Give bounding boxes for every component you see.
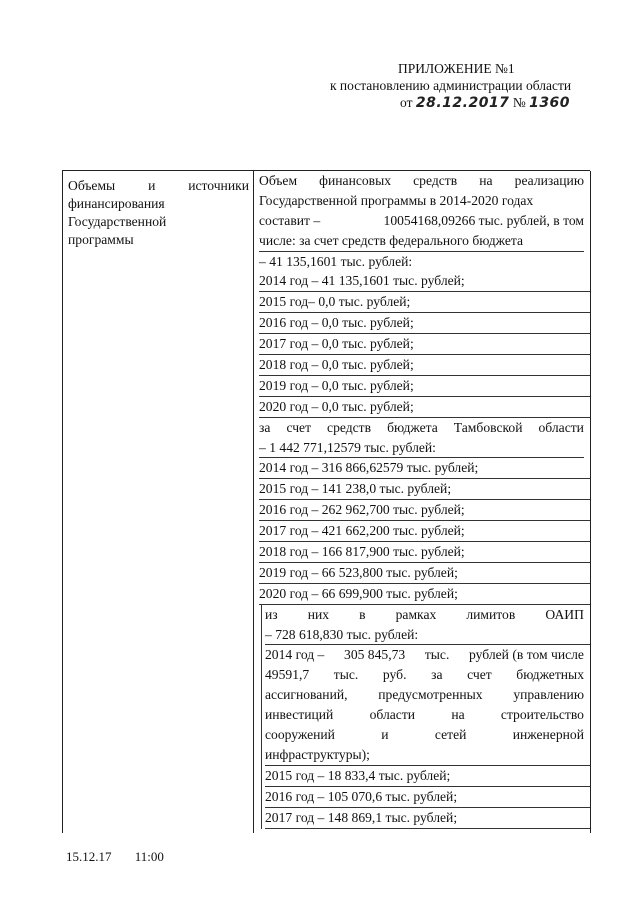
regional-years xyxy=(255,458,590,604)
oaip-2014-line-c xyxy=(265,685,590,705)
word: средств xyxy=(413,173,458,188)
oaip-2014-line-e xyxy=(265,725,590,745)
footer-date: 15.12.17 xyxy=(66,849,112,864)
word: инвестиций xyxy=(265,707,334,723)
intro-line-4: числе: за счет средств федерального бюджета xyxy=(259,231,584,252)
word: за xyxy=(431,667,443,683)
federal-year-2015: 2015 год– 0,0 тыс. рублей; xyxy=(259,292,590,313)
word: на xyxy=(479,173,493,188)
handwritten-date: 28.12.2017 xyxy=(415,95,510,111)
federal-year-2019: 2019 год – 0,0 тыс. рублей; xyxy=(259,376,590,397)
handwritten-number: 1360 xyxy=(529,95,571,111)
regional-line-1 xyxy=(259,418,584,438)
word: предусмотренных xyxy=(378,687,483,703)
word: тыс. xyxy=(333,667,359,683)
oaip-2014-line-f: инфраструктуры); xyxy=(265,745,590,766)
left-cell-text xyxy=(63,171,253,249)
word: реализацию xyxy=(514,173,584,188)
oaip-2014-line-a xyxy=(265,645,590,665)
word: сооружений xyxy=(265,727,335,743)
regional-line-2: – 1 442 771,12579 тыс. рублей: xyxy=(259,438,584,459)
left-line-4: программы xyxy=(68,232,134,247)
regional-year-2020: 2020 год – 66 699,900 тыс. рублей; xyxy=(259,584,590,605)
regional-year-2019: 2019 год – 66 523,800 тыс. рублей; xyxy=(259,563,590,584)
document-header xyxy=(330,60,630,112)
word: бюджетных xyxy=(516,667,584,683)
table-right-column xyxy=(255,171,591,833)
oaip-2014-line-d xyxy=(265,705,590,725)
regional-year-2014: 2014 год – 316 866,62579 тыс. рублей; xyxy=(259,458,590,479)
federal-years xyxy=(255,271,590,417)
regional-heading xyxy=(255,418,590,459)
word: на xyxy=(451,707,465,723)
word: бюджета xyxy=(387,419,438,435)
word: в xyxy=(359,606,366,622)
oaip-block xyxy=(261,605,590,829)
word: ОАИП xyxy=(545,606,584,622)
right-cell-content xyxy=(255,171,590,829)
financing-table xyxy=(62,170,590,833)
left-word: Объемы xyxy=(68,178,116,193)
word: 2014 год – xyxy=(265,647,325,663)
oaip-2014-line-b xyxy=(265,665,590,685)
print-footer xyxy=(66,849,164,865)
appendix-date-line xyxy=(330,94,630,112)
word: области xyxy=(538,419,584,435)
word: составит – xyxy=(259,212,321,228)
regional-year-2015: 2015 год – 141 238,0 тыс. рублей; xyxy=(259,479,590,500)
number-sign: № xyxy=(512,95,526,110)
word: 305 845,73 xyxy=(344,647,406,663)
word: области xyxy=(369,707,416,723)
oaip-year-2016: 2016 год – 105 070,6 тыс. рублей; xyxy=(265,787,590,808)
intro-line-3 xyxy=(259,211,584,231)
word: финансовых xyxy=(319,173,392,188)
word: за xyxy=(259,419,271,435)
regional-year-2018: 2018 год – 166 817,900 тыс. рублей; xyxy=(259,542,590,563)
oaip-year-2017: 2017 год – 148 869,1 тыс. рублей; xyxy=(265,808,590,829)
oaip-year-2015: 2015 год – 18 833,4 тыс. рублей; xyxy=(265,766,590,787)
word: управлению xyxy=(513,687,584,703)
word: рамках xyxy=(395,606,437,622)
regional-year-2016: 2016 год – 262 962,700 тыс. рублей; xyxy=(259,500,590,521)
word: тыс. xyxy=(424,647,450,663)
left-line-2: финансирования xyxy=(68,196,165,211)
federal-year-2017: 2017 год – 0,0 тыс. рублей; xyxy=(259,334,590,355)
federal-year-2014: 2014 год – 41 135,1601 тыс. рублей; xyxy=(259,271,590,292)
word: них xyxy=(307,606,330,622)
intro-line-2: Государственной программы в 2014-2020 годах xyxy=(259,192,534,208)
appendix-title: ПРИЛОЖЕНИЕ №1 xyxy=(398,61,515,76)
word: и xyxy=(381,727,389,743)
footer-time: 11:00 xyxy=(134,849,164,864)
oaip-line-2: – 728 618,830 тыс. рублей: xyxy=(265,625,590,646)
word: средств xyxy=(327,419,372,435)
word: счет xyxy=(286,419,312,435)
word: сетей xyxy=(434,727,467,743)
word: ассигнований, xyxy=(265,687,348,703)
federal-year-2016: 2016 год – 0,0 тыс. рублей; xyxy=(259,313,590,334)
word: строительство xyxy=(500,707,584,723)
word: из xyxy=(265,606,278,622)
intro-line-1 xyxy=(259,171,584,191)
left-line-3: Государственной xyxy=(68,214,167,229)
intro-line-5: – 41 135,1601 тыс. рублей: xyxy=(259,253,413,269)
federal-year-2020: 2020 год – 0,0 тыс. рублей; xyxy=(259,397,590,418)
left-line-1 xyxy=(68,177,249,195)
word: 10054168,09266 тыс. рублей, в том xyxy=(383,212,584,228)
table-left-column xyxy=(63,171,254,833)
regional-year-2017: 2017 год – 421 662,200 тыс. рублей; xyxy=(259,521,590,542)
date-prefix: от xyxy=(400,95,413,110)
word: лимитов xyxy=(466,606,516,622)
word: инженерной xyxy=(512,727,584,743)
word: 49591,7 xyxy=(265,667,310,683)
word: счет xyxy=(467,667,492,683)
left-word: источники xyxy=(188,178,249,193)
intro-paragraph xyxy=(255,171,590,271)
oaip-line-1 xyxy=(265,605,590,625)
word: Тамбовской xyxy=(453,419,523,435)
appendix-subtitle: к постановлению администрации области xyxy=(330,78,572,93)
left-word: и xyxy=(148,178,156,193)
word: Объем xyxy=(259,173,298,188)
word: руб. xyxy=(382,667,407,683)
federal-year-2018: 2018 год – 0,0 тыс. рублей; xyxy=(259,355,590,376)
word: рублей (в том числе xyxy=(469,647,584,663)
